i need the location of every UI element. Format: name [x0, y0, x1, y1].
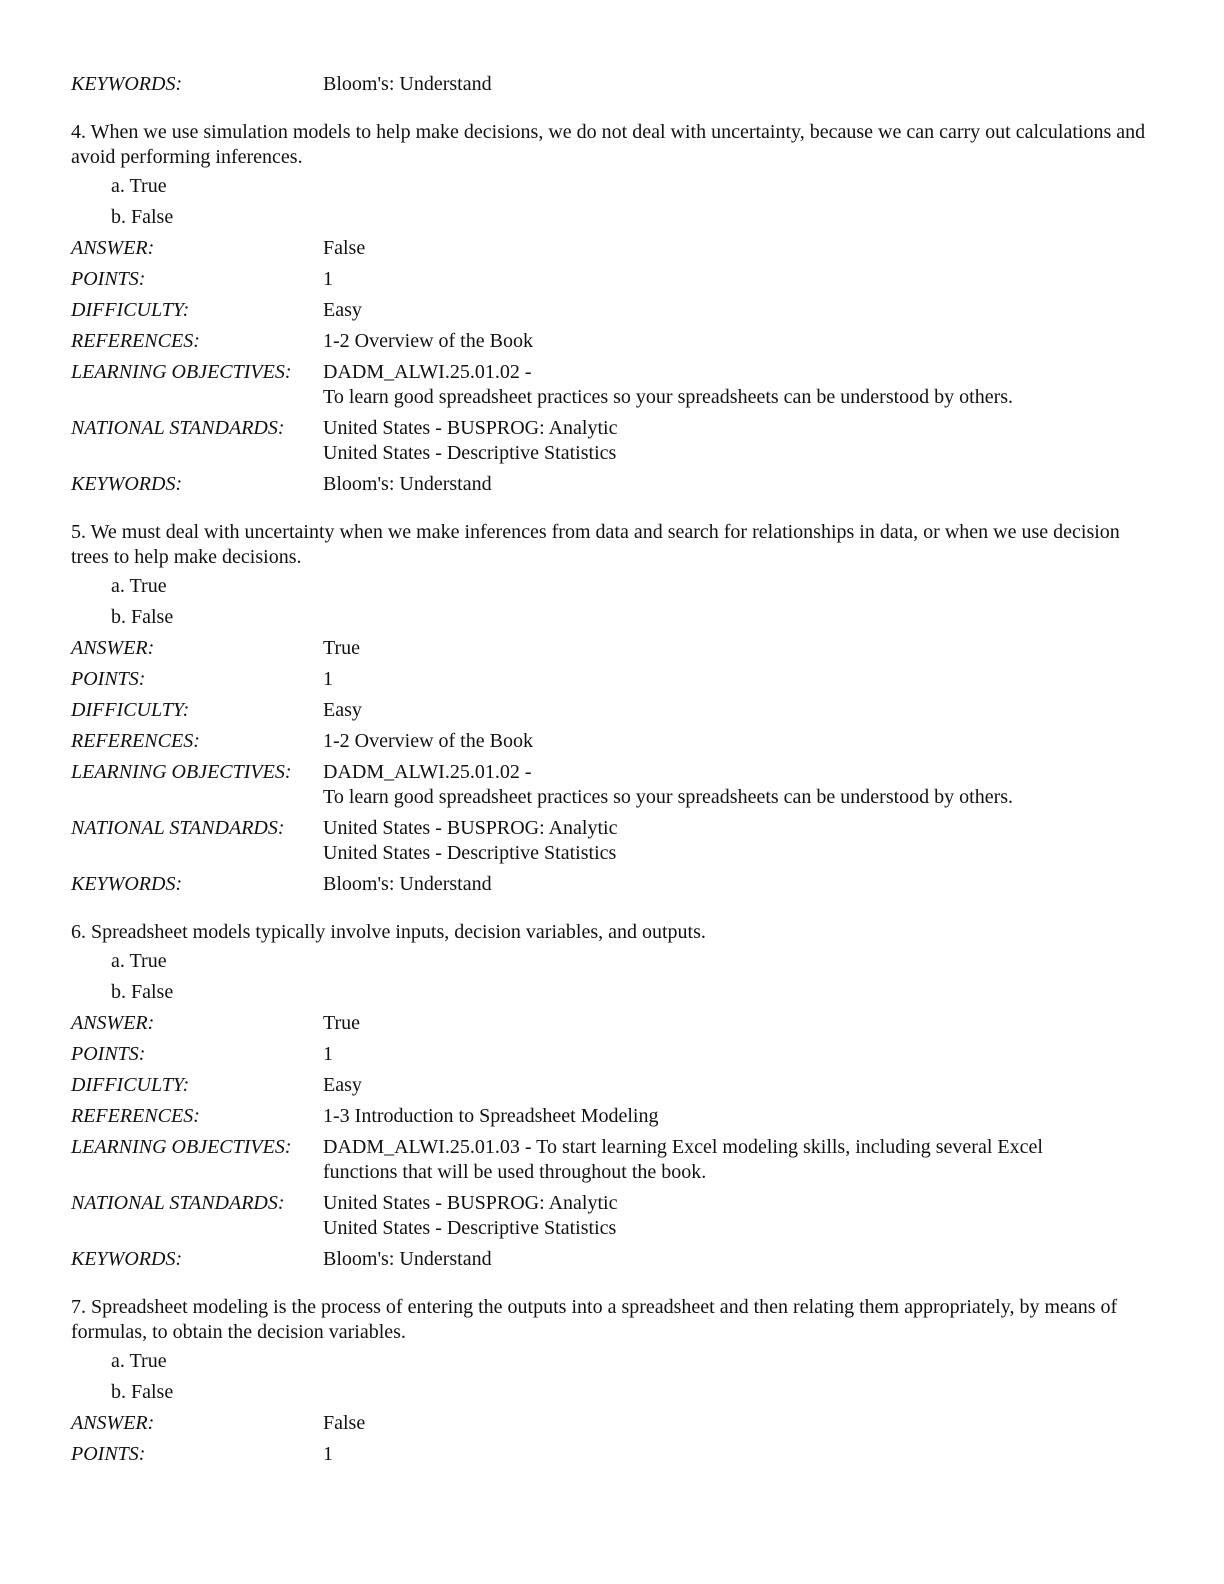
difficulty-label: DIFFICULTY: [71, 1074, 190, 1096]
choice-a: a. True [111, 950, 167, 972]
references-row [71, 729, 1151, 754]
answer-label: ANSWER: [71, 237, 155, 259]
question-text: 6. Spreadsheet models typically involve inputs, decision variables, and outputs. [71, 921, 706, 943]
difficulty-row [71, 1073, 1151, 1098]
answer-row [71, 636, 1151, 661]
references-value: 1-3 Introduction to Spreadsheet Modeling [323, 1105, 659, 1127]
difficulty-value: Easy [323, 699, 362, 721]
points-row [71, 267, 1151, 292]
references-label: REFERENCES: [71, 330, 200, 352]
points-value: 1 [323, 1443, 333, 1465]
keywords-value: Bloom's: Understand [323, 1248, 492, 1270]
references-row [71, 1104, 1151, 1129]
keywords-value: Bloom's: Understand [323, 73, 492, 95]
points-value: 1 [323, 268, 333, 290]
learning-objective-line: DADM_ALWI.25.01.02 - [323, 361, 532, 383]
difficulty-value: Easy [323, 1074, 362, 1096]
answer-value: True [323, 1012, 361, 1034]
keywords-row [71, 1247, 1151, 1272]
national-standards-row [71, 416, 1151, 466]
national-standards-row [71, 1191, 1151, 1241]
answer-row [71, 1411, 1151, 1436]
national-standards-value [323, 1191, 1151, 1241]
question-4 [71, 120, 1151, 497]
answer-row [71, 1011, 1151, 1036]
difficulty-value: Easy [323, 299, 362, 321]
question-5 [71, 520, 1151, 897]
references-row [71, 329, 1151, 354]
learning-objectives-value [323, 1135, 1151, 1185]
national-standard-line: United States - Descriptive Statistics [323, 842, 617, 864]
difficulty-label: DIFFICULTY: [71, 699, 190, 721]
keywords-label: KEYWORDS: [71, 1248, 183, 1270]
choice-b: b. False [111, 206, 174, 228]
learning-objectives-value [323, 360, 1151, 410]
national-standard-line: United States - BUSPROG: Analytic [323, 817, 618, 839]
answer-label: ANSWER: [71, 637, 155, 659]
difficulty-row [71, 298, 1151, 323]
question-text: 4. When we use simulation models to help make decisions, we do not deal with uncertainty, because we can carry out calculations and avoid performing inferences. [71, 121, 1146, 168]
learning-objectives-row [71, 760, 1151, 810]
points-value: 1 [323, 1043, 333, 1065]
national-standards-label: NATIONAL STANDARDS: [71, 1192, 285, 1214]
question-text: 7. Spreadsheet modeling is the process of entering the outputs into a spreadsheet and then relating them appropriately, by means of formulas, to obtain the decision variables. [71, 1296, 1118, 1343]
references-label: REFERENCES: [71, 730, 200, 752]
learning-objective-line: functions that will be used throughout the book. [323, 1161, 707, 1183]
national-standards-label: NATIONAL STANDARDS: [71, 817, 285, 839]
difficulty-row [71, 698, 1151, 723]
learning-objective-line: DADM_ALWI.25.01.03 - To start learning Excel modeling skills, including several Excel [323, 1136, 1043, 1158]
learning-objectives-label: LEARNING OBJECTIVES: [71, 361, 292, 383]
points-row [71, 1442, 1151, 1467]
choice-a: a. True [111, 1350, 167, 1372]
national-standards-value [323, 816, 1151, 866]
points-value: 1 [323, 668, 333, 690]
answer-row [71, 236, 1151, 261]
references-value: 1-2 Overview of the Book [323, 730, 533, 752]
references-label: REFERENCES: [71, 1105, 200, 1127]
points-label: POINTS: [71, 1043, 146, 1065]
national-standards-row [71, 816, 1151, 866]
choice-a: a. True [111, 575, 167, 597]
document-page [71, 72, 1151, 1473]
choice-a: a. True [111, 175, 167, 197]
learning-objective-line: DADM_ALWI.25.01.02 - [323, 761, 532, 783]
points-row [71, 667, 1151, 692]
national-standard-line: United States - BUSPROG: Analytic [323, 1192, 618, 1214]
answer-label: ANSWER: [71, 1412, 155, 1434]
national-standard-line: United States - Descriptive Statistics [323, 1217, 617, 1239]
answer-value: True [323, 637, 361, 659]
learning-objectives-label: LEARNING OBJECTIVES: [71, 1136, 292, 1158]
points-label: POINTS: [71, 268, 146, 290]
choice-b: b. False [111, 981, 174, 1003]
keywords-label: KEYWORDS: [71, 873, 183, 895]
national-standard-line: United States - Descriptive Statistics [323, 442, 617, 464]
choice-b: b. False [111, 1381, 174, 1403]
keywords-value: Bloom's: Understand [323, 873, 492, 895]
answer-value: False [323, 237, 366, 259]
keywords-label: KEYWORDS: [71, 473, 183, 495]
question-7 [71, 1295, 1151, 1467]
answer-label: ANSWER: [71, 1012, 155, 1034]
learning-objective-line: To learn good spreadsheet practices so your spreadsheets can be understood by others. [323, 386, 1014, 408]
learning-objectives-row [71, 1135, 1151, 1185]
keywords-row [71, 872, 1151, 897]
learning-objectives-value [323, 760, 1151, 810]
answer-value: False [323, 1412, 366, 1434]
carryover-keywords-row [71, 72, 1151, 97]
national-standards-value [323, 416, 1151, 466]
keywords-label: KEYWORDS: [71, 73, 183, 95]
learning-objective-line: To learn good spreadsheet practices so your spreadsheets can be understood by others. [323, 786, 1014, 808]
learning-objectives-row [71, 360, 1151, 410]
question-text: 5. We must deal with uncertainty when we make inferences from data and search for relationships in data, or when we use decision trees to help make decisions. [71, 521, 1120, 568]
difficulty-label: DIFFICULTY: [71, 299, 190, 321]
points-label: POINTS: [71, 668, 146, 690]
keywords-row [71, 472, 1151, 497]
learning-objectives-label: LEARNING OBJECTIVES: [71, 761, 292, 783]
references-value: 1-2 Overview of the Book [323, 330, 533, 352]
points-row [71, 1042, 1151, 1067]
national-standard-line: United States - BUSPROG: Analytic [323, 417, 618, 439]
choice-b: b. False [111, 606, 174, 628]
keywords-value: Bloom's: Understand [323, 473, 492, 495]
points-label: POINTS: [71, 1443, 146, 1465]
national-standards-label: NATIONAL STANDARDS: [71, 417, 285, 439]
question-6 [71, 920, 1151, 1272]
